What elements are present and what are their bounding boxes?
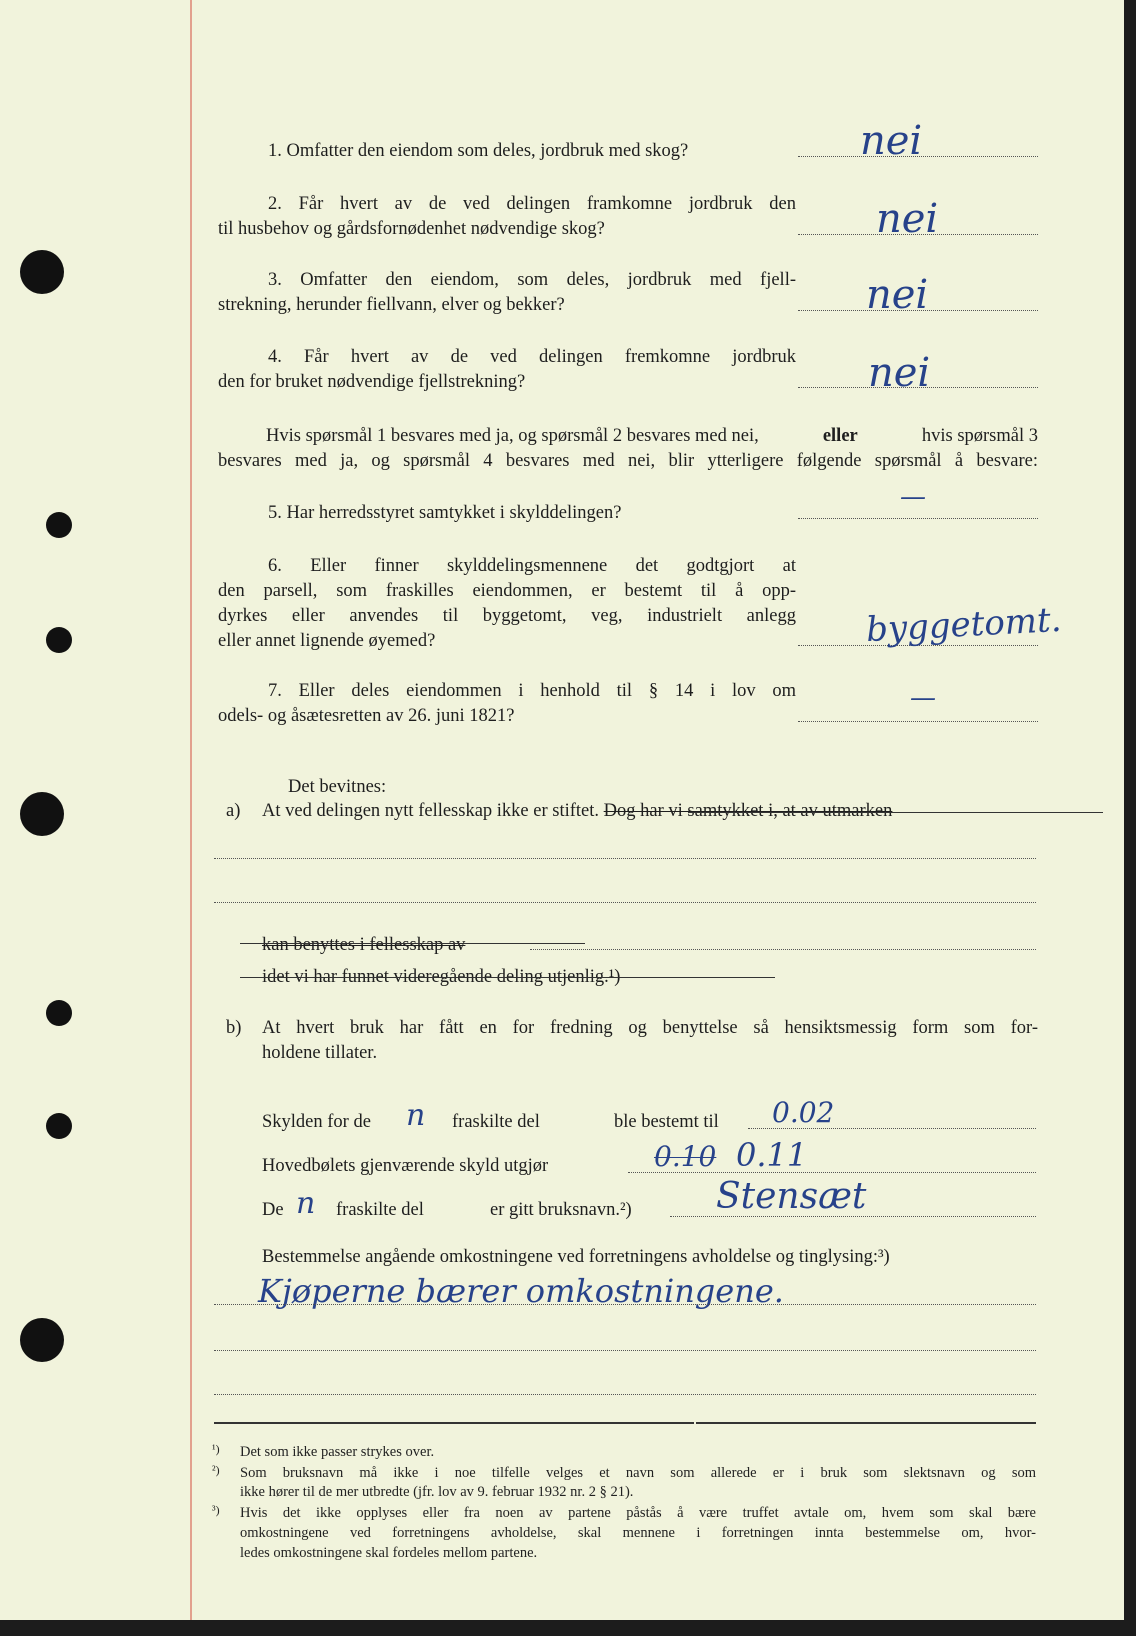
skyld-label-b: fraskilte del: [452, 1112, 540, 1132]
hoved-value: 0.11: [736, 1136, 808, 1174]
bruksnavn-value: Stensæt: [716, 1176, 867, 1217]
question-6-line-4: eller annet lignende øyemed?: [218, 631, 436, 651]
skyld-handwritten: n: [406, 1098, 426, 1133]
condition-line-1: [266, 424, 1038, 448]
condition-line-2: besvares med ja, og spørsmål 4 besvares med nei, blir ytterligere følgende spørsmål å besvare:: [218, 451, 1038, 471]
de-handwritten: n: [296, 1186, 316, 1221]
question-5: 5. Har herredsstyret samtykket i skylddelingen?: [268, 503, 622, 523]
de-label-b: fraskilte del: [336, 1200, 424, 1220]
question-3-line-2: strekning, herunder fiellvann, elver og bekker?: [218, 295, 565, 315]
question-7-line-2: odels- og åsætesretten av 26. juni 1821?: [218, 706, 515, 726]
attest-b-line-2: holdene tillater.: [262, 1043, 378, 1063]
skyld-value: 0.02: [772, 1096, 835, 1129]
margin-rule: [190, 0, 192, 1620]
attest-a-line: [262, 799, 892, 823]
struck-line-1: kan benyttes i fellesskap av: [262, 935, 466, 955]
strike-line: [240, 943, 585, 944]
attest-b-line-1: At hvert bruk har fått en for fredning og benyttelse så hensiktsmessig form som for-: [262, 1018, 1038, 1038]
question-7-line-1: 7. Eller deles eiendommen i henhold til § 14 i lov om: [268, 681, 796, 701]
blank-line: [530, 949, 1036, 950]
question-3-line-1: 3. Omfatter den eiendom, som deles, jordbruk med fjell-: [268, 270, 796, 290]
attest-a-label: a): [226, 801, 241, 821]
footnote-3-marker: ³): [212, 1503, 220, 1517]
question-6-line-2: den parsell, som fraskilles eiendommen, er bestemt til å opp-: [218, 581, 796, 601]
answer-5: —: [900, 482, 926, 512]
bestemmelse-label: Bestemmelse angående omkostningene ved forretningens avholdelse og tinglysing:³): [262, 1247, 890, 1267]
attest-heading: Det bevitnes:: [288, 777, 387, 797]
attest-b-label: b): [226, 1018, 242, 1038]
punch-hole: [20, 792, 64, 836]
question-6-line-1: 6. Eller finner skylddelingsmennene det godtgjort at: [268, 556, 796, 576]
footnote-divider: [214, 1422, 694, 1424]
question-4-line-2: den for bruket nødvendige fjellstrekning?: [218, 372, 526, 392]
strike-line: [240, 977, 775, 978]
blank-line: [214, 1350, 1036, 1351]
footnote-2-marker: ²): [212, 1463, 220, 1477]
answer-line: [798, 721, 1038, 722]
footnote-3-line-1: Hvis det ikke opplyses eller fra noen av partene påstås å være truffet avtale om, hvem som skal bære: [240, 1505, 1036, 1521]
condition-text-b: hvis spørsmål 3: [921, 426, 1038, 446]
punch-hole: [20, 250, 64, 294]
answer-7: —: [910, 683, 936, 713]
answer-3: nei: [866, 272, 929, 318]
attest-a-text: At ved delingen nytt fellesskap ikke er stiftet.: [262, 801, 600, 821]
blank-line: [214, 858, 1036, 859]
bestemmelse-value: Kjøperne bærer omkostningene.: [258, 1272, 784, 1310]
answer-6: byggetomt.: [865, 599, 1063, 651]
question-2-line-1: 2. Får hvert av de ved delingen framkomne jordbruk den: [268, 194, 796, 214]
answer-2: nei: [876, 196, 939, 242]
question-2-line-2: til husbehov og gårdsfornødenhet nødvendige skog?: [218, 219, 605, 239]
question-1: 1. Omfatter den eiendom som deles, jordbruk med skog?: [268, 141, 689, 161]
de-label: De: [262, 1200, 284, 1220]
footnote-3-line-2: omkostningene ved forretningens avholdelse, skal mennene i forretningen innta bestemmelse om, hvor-: [240, 1525, 1036, 1541]
footnote-divider: [696, 1422, 1036, 1424]
punch-hole: [20, 1318, 64, 1362]
punch-hole: [46, 627, 72, 653]
strike-line: [688, 812, 1103, 813]
condition-emphasis: eller: [822, 426, 858, 446]
skyld-label-c: ble bestemt til: [614, 1112, 719, 1132]
answer-line: [798, 518, 1038, 519]
footnote-1-marker: ¹): [212, 1442, 220, 1456]
blank-line: [214, 902, 1036, 903]
answer-1: nei: [860, 118, 923, 164]
skyld-label-a: Skylden for de: [262, 1112, 371, 1132]
footnote-1-line-1: Det som ikke passer strykes over.: [240, 1444, 435, 1460]
punch-hole: [46, 1113, 72, 1139]
struck-line-2: idet vi har funnet videregående deling utjenlig.¹): [262, 967, 621, 987]
attest-a-struck: Dog har vi samtykket i, at av utmarken: [603, 801, 893, 821]
de-label-c: er gitt bruksnavn.²): [490, 1200, 632, 1220]
blank-line: [214, 1394, 1036, 1395]
footnote-3-line-3: ledes omkostningene skal fordeles mellom partene.: [240, 1545, 538, 1561]
condition-text-a: Hvis spørsmål 1 besvares med ja, og spørsmål 2 besvares med nei,: [266, 426, 759, 446]
footnote-2-line-1: Som bruksnavn må ikke i noe tilfelle velges et navn som allerede er i bruk som slektsnavn og som: [240, 1465, 1036, 1481]
punch-hole: [46, 1000, 72, 1026]
hoved-struck-value: 0.10: [654, 1140, 717, 1173]
hoved-label: Hovedbølets gjenværende skyld utgjør: [262, 1156, 549, 1176]
answer-4: nei: [868, 350, 931, 396]
punch-hole: [46, 512, 72, 538]
blank-line: [214, 1304, 1036, 1305]
footnote-2-line-2: ikke hører til de mer utbredte (jfr. lov av 9. februar 1932 nr. 2 § 21).: [240, 1484, 634, 1500]
question-4-line-1: 4. Får hvert av de ved delingen fremkomne jordbruk: [268, 347, 796, 367]
question-6-line-3: dyrkes eller anvendes til byggetomt, veg, industrielt anlegg: [218, 606, 796, 626]
